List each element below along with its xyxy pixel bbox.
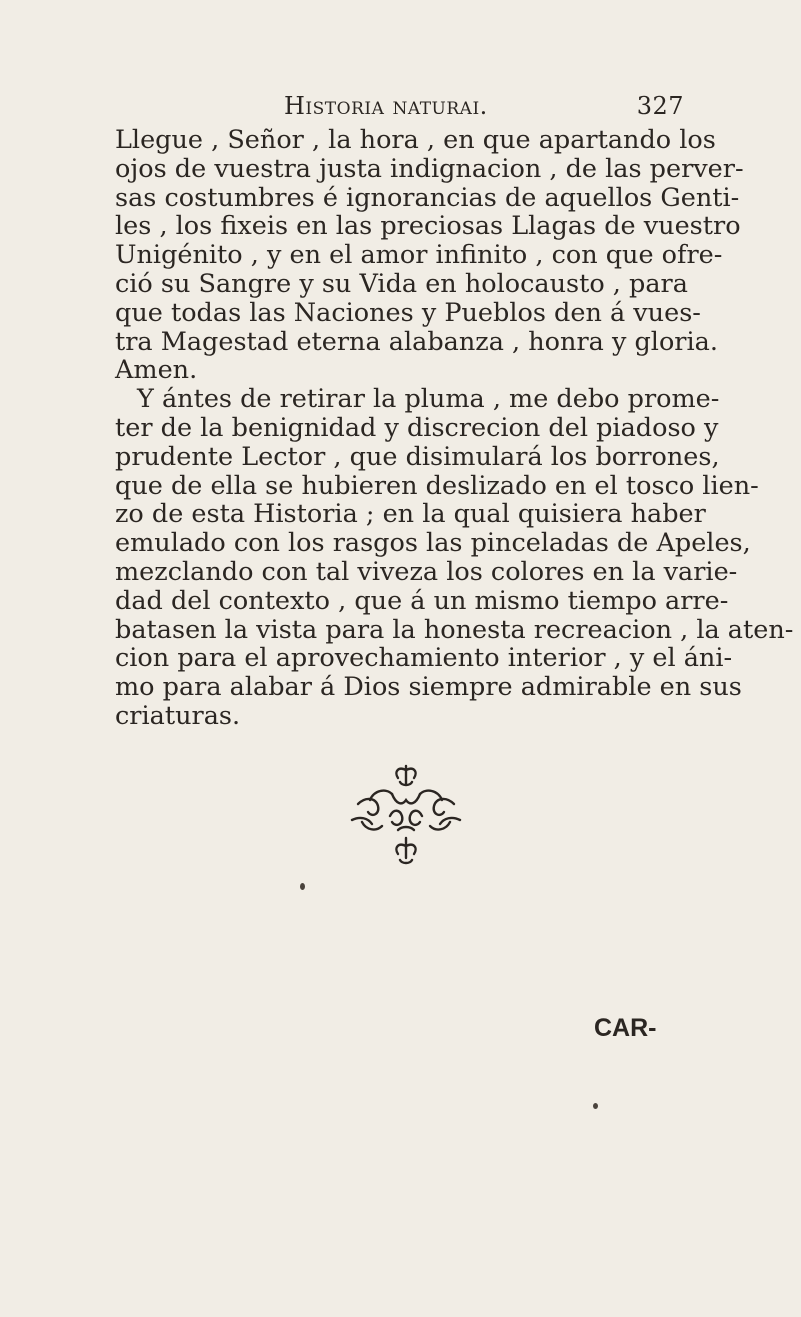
text-line: cion para el aprovechamiento interior , y el áni-: [115, 643, 733, 674]
text-line: tra Magestad eterna alabanza , honra y gloria.: [115, 326, 718, 357]
text-line: dad del contexto , que á un mismo tiempo arre-: [115, 585, 729, 616]
text-line: que de ella se hubieren deslizado en el tosco lien-: [115, 470, 759, 501]
text-line: les , los fixeis en las preciosas Llagas de vuestro: [115, 211, 741, 242]
text-line: Llegue , Señor , la hora , en que apartando los: [115, 125, 716, 155]
text-line: emulado con los rasgos las pinceladas de Apeles,: [115, 528, 751, 559]
text-line: Amen.: [115, 355, 198, 386]
text-line: ter de la benignidad y discrecion del piadoso y: [115, 412, 719, 443]
text-line: que todas las Naciones y Pueblos den á vues-: [115, 297, 701, 328]
page-number: 327: [636, 92, 684, 120]
text-line: prudente Lector , que disimulará los borrones,: [115, 441, 720, 472]
ink-speck: [300, 883, 305, 890]
running-title: Historia naturai.: [284, 92, 488, 120]
text-line: sas costumbres é ignorancias de aquellos Genti-: [115, 182, 740, 213]
text-line: criaturas.: [115, 700, 241, 731]
text-line: mo para alabar á Dios siempre admirable en sus: [115, 672, 742, 703]
catchword: CAR-: [594, 1014, 657, 1042]
text-line: ojos de vuestra justa indignacion , de las perver-: [115, 153, 744, 184]
text-line: ció su Sangre y su Vida en holocausto , para: [115, 268, 688, 299]
floral-ornament-icon: [346, 760, 466, 880]
body-text: [115, 125, 794, 731]
running-header: [284, 92, 684, 128]
text-line: batasen la vista para la honesta recreacion , la aten-: [115, 614, 794, 645]
ink-speck: [593, 1103, 598, 1109]
text-line: Y ántes de retirar la pluma , me debo prome-: [137, 384, 720, 415]
text-line: Unigénito , y en el amor infinito , con que ofre-: [115, 240, 723, 271]
text-line: mezclando con tal viveza los colores en la varie-: [115, 556, 738, 587]
text-line: zo de esta Historia ; en la qual quisiera haber: [115, 499, 706, 530]
